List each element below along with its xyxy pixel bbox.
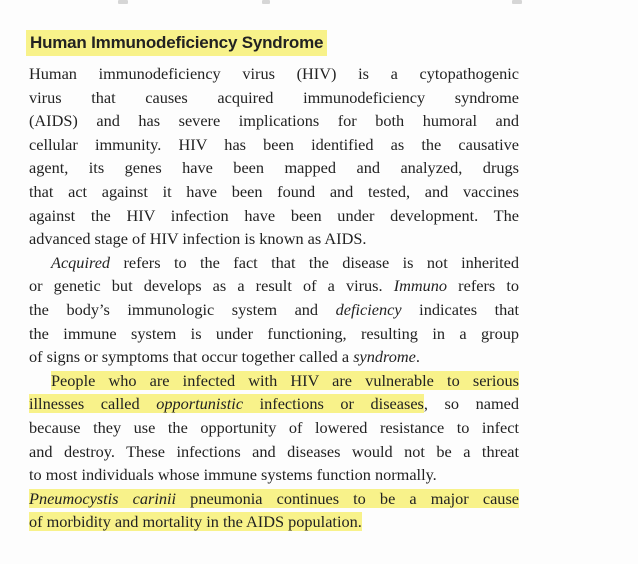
paragraph-2-line: Acquired refers to the fact that the disease is not inherited (51, 252, 519, 272)
scan-mark (118, 0, 128, 4)
paragraph-3-line (29, 487, 519, 511)
term-acquired: Acquired (51, 252, 111, 272)
paragraph-2-line: the immune system is under functioning, resulting in a group (29, 323, 519, 343)
paragraph-1-line: advanced stage of HIV infection is known as AIDS. (29, 229, 367, 249)
term-pneumocystis: Pneumocystis carinii (29, 488, 177, 508)
paragraph-1-line: cellular immunity. HIV has been identified as the causative (29, 134, 519, 154)
highlighted-text: People who are infected with HIV are vulnerable to serious (51, 370, 519, 390)
paragraph-2-line: or genetic but develops as a result of a virus. Immuno refers to (29, 276, 519, 296)
paragraph-3-line (29, 369, 519, 393)
paragraph-1-line: (AIDS) and has severe implications for both humoral and (29, 111, 519, 131)
term-opportunistic: opportunistic (156, 394, 244, 414)
section-heading: Human Immunodeficiency Syndrome (26, 30, 327, 56)
paragraph-3-line: illnesses called opportunistic infections or diseases, so named (29, 394, 520, 414)
scan-mark (512, 0, 522, 4)
paragraph-3-line: because they use the opportunity of lowered resistance to infect (29, 417, 519, 437)
highlighted-text: Pneumocystis carinii pneumonia continues to be a major cause (29, 488, 520, 508)
paragraph-2-line: of signs or symptoms that occur together called a syndrome. (29, 347, 420, 367)
paragraph-1-line: virus that causes acquired immunodeficiency syndrome (29, 87, 519, 107)
paragraph-1-line: agent, its genes have been mapped and analyzed, drugs (29, 158, 519, 178)
paragraph-1-line: that act against it have been found and tested, and vaccines (29, 181, 519, 201)
term-deficiency: deficiency (335, 299, 402, 319)
highlighted-text: illnesses called opportunistic infections or diseases (29, 394, 424, 414)
term-syndrome: syndrome (353, 347, 416, 367)
scan-mark (262, 0, 270, 4)
term-immuno: Immuno (393, 276, 448, 296)
paragraph-1-line: against the HIV infection have been under development. The (29, 205, 519, 225)
paragraph-3-line: and destroy. These infections and diseases would not be a threat (29, 441, 519, 461)
paragraph-1-line: Human immunodeficiency virus (HIV) is a cytopathogenic (29, 64, 519, 83)
body-text (29, 62, 519, 534)
paragraph-3-line: to most individuals whose immune systems function normally. (29, 465, 437, 485)
paragraph-3-line (29, 510, 519, 534)
paragraph-2-line: the body’s immunologic system and deficiency indicates that (29, 299, 520, 319)
highlighted-text: of morbidity and mortality in the AIDS population. (29, 512, 362, 532)
scan-edge-artifacts (0, 0, 638, 12)
